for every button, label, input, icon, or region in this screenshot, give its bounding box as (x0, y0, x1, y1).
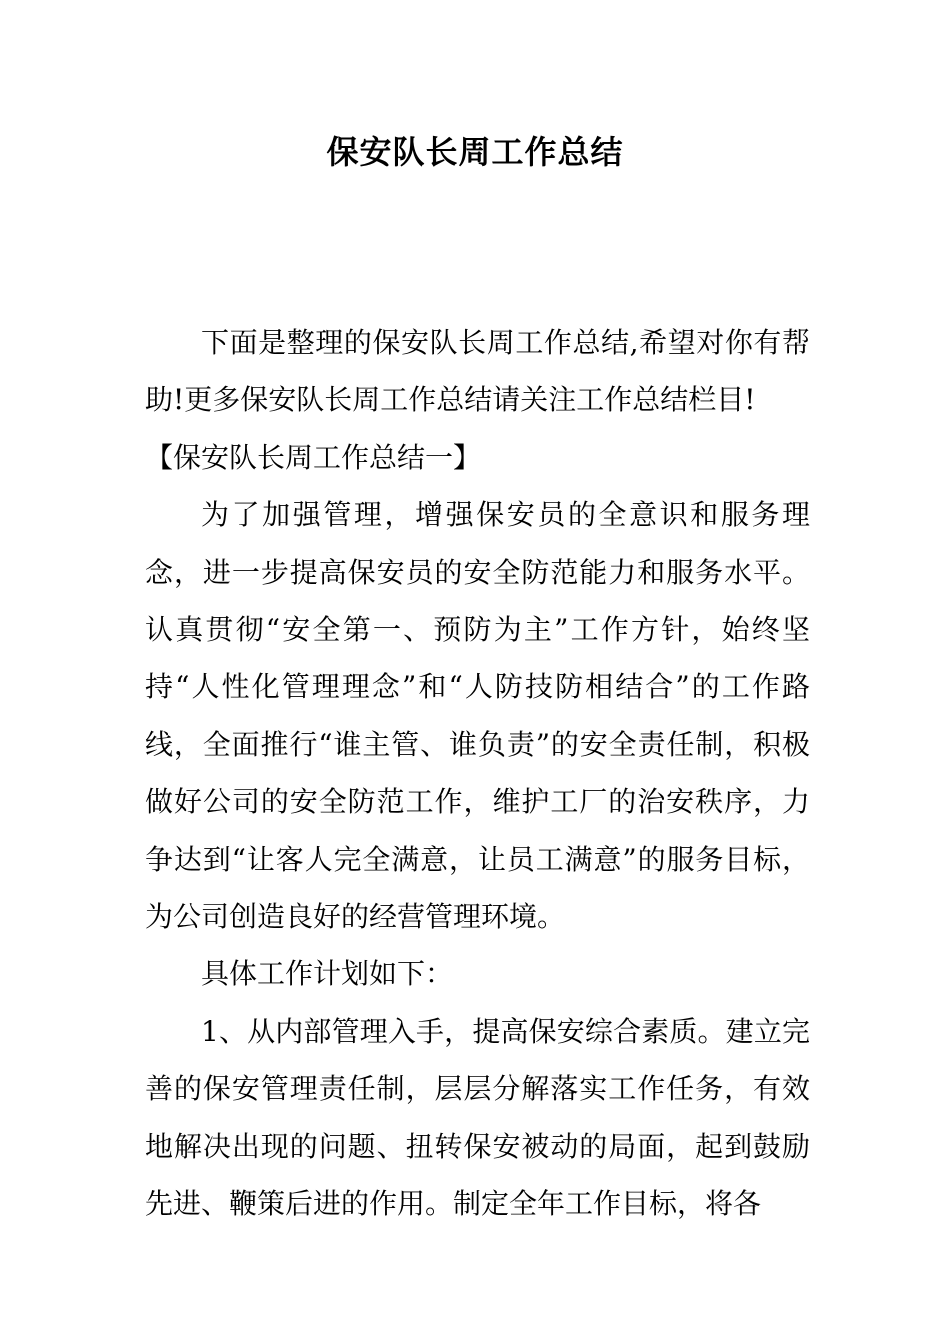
section-heading: 【保安队长周工作总结一】 (145, 440, 482, 474)
paragraph-intro: 下面是整理的保安队长周工作总结,希望对你有帮助!更多保安队长周工作总结请关注工作总结栏目! (145, 326, 810, 417)
document-title: 保安队长周工作总结 (326, 133, 624, 171)
paragraph-plan-intro: 具体工作计划如下： (201, 957, 454, 991)
document-body (145, 314, 810, 1233)
paragraph-purpose: 为了加强管理，增强保安员的全意识和服务理念，进一步提高保安员的安全防范能力和服务水平。认真贯彻“安全第一、预防为主”工作方针，始终坚持“人性化管理理念”和“人防技防相结合”的工作路线，全面推行“谁主管、谁负责”的安全责任制，积极做好公司的安全防范工作，维护工厂的治安秩序，力争达到“让客人完全满意，让员工满意”的服务目标，为公司创造良好的经营管理环境。 (145, 498, 810, 934)
paragraph-plan-item-1: 1、从内部管理入手，提高保安综合素质。建立完善的保安管理责任制，层层分解落实工作任务，有效地解决出现的问题、扭转保安被动的局面，起到鼓励先进、鞭策后进的作用。制定全年工作目标，将各 (145, 1014, 810, 1221)
